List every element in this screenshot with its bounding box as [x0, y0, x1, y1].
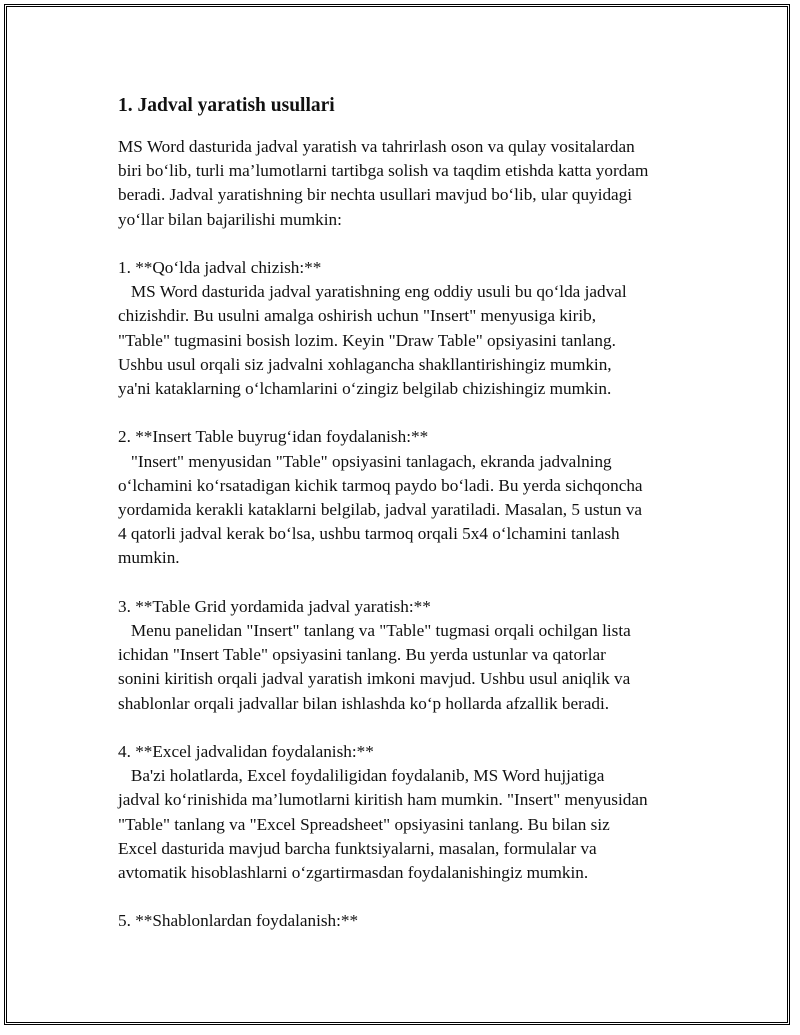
text-line: "Table" tugmasini bosish lozim. Keyin "Draw Table" opsiyasini tanlang. — [118, 330, 616, 350]
text-line: Menu panelidan "Insert" tanlang va "Table" tugmasi orqali ochilgan lista — [118, 621, 631, 641]
paragraph-gap — [118, 571, 698, 595]
method-title: 5. **Shablonlardan foydalanish:** — [118, 911, 359, 931]
text-line: 4 qatorli jadval kerak bo‘lsa, ushbu tarmoq orqali 5x4 o‘lchamini tanlash — [118, 524, 620, 544]
method-title: 4. **Excel jadvalidan foydalanish:** — [118, 742, 374, 762]
text-line: Excel dasturida mavjud barcha funktsiyalarni, masalan, formulalar va — [118, 838, 597, 858]
paragraph-gap — [118, 716, 698, 740]
text-line: Ba'zi holatlarda, Excel foydaliligidan foydalanib, MS Word hujjatiga — [118, 766, 605, 786]
document-body — [118, 92, 698, 934]
method-item-4 — [118, 740, 698, 885]
text-line: beradi. Jadval yaratishning bir nechta usullari mavjud bo‘lib, ular quyidagi — [118, 185, 633, 205]
method-title: 3. **Table Grid yordamida jadval yaratish:** — [118, 596, 431, 616]
paragraph-gap — [118, 232, 698, 256]
text-line: biri bo‘lib, turli ma’lumotlarni tartibga solish va taqdim etishda katta yordam — [118, 161, 649, 181]
method-item-3 — [118, 595, 698, 716]
text-line: "Insert" menyusidan "Table" opsiyasini tanlagach, ekranda jadvalning — [118, 451, 612, 471]
text-line: o‘lchamini ko‘rsatadigan kichik tarmoq paydo bo‘ladi. Bu yerda sichqoncha — [118, 475, 643, 495]
text-line: MS Word dasturida jadval yaratish va tahrirlash oson va qulay vositalardan — [118, 137, 635, 156]
method-title: 1. **Qo‘lda jadval chizish:** — [118, 258, 322, 277]
text-line: "Table" tanlang va "Excel Spreadsheet" opsiyasini tanlang. Bu bilan siz — [118, 814, 610, 834]
text-line: chizishdir. Bu usulni amalga oshirish uchun "Insert" menyusiga kirib, — [118, 306, 597, 326]
paragraph-gap — [118, 401, 698, 425]
intro-paragraph — [118, 135, 698, 232]
section-heading: 1. Jadval yaratish usullari — [118, 95, 335, 116]
text-line: yordamida kerakli kataklarni belgilab, jadval yaratiladi. Masalan, 5 ustun va — [118, 500, 643, 520]
method-item-1 — [118, 256, 698, 401]
text-line: yo‘llar bilan bajarilishi mumkin: — [118, 209, 342, 229]
method-item-2 — [118, 425, 698, 570]
text-line: ya'ni kataklarning o‘lchamlarini o‘zingiz belgilab chizishingiz mumkin. — [118, 379, 612, 399]
text-line: sonini kiritish orqali jadval yaratish imkoni mavjud. Ushbu usul aniqlik va — [118, 669, 631, 689]
text-line: mumkin. — [118, 548, 180, 568]
text-line: avtomatik hisoblashlarni o‘zgartirmasdan foydalanishingiz mumkin. — [118, 863, 589, 883]
text-line: shablonlar orqali jadvallar bilan ishlashda ko‘p hollarda afzallik beradi. — [118, 693, 610, 713]
text-line: MS Word dasturida jadval yaratishning eng oddiy usuli bu qo‘lda jadval — [118, 282, 627, 302]
text-line: ichidan "Insert Table" opsiyasini tanlang. Bu yerda ustunlar va qatorlar — [118, 645, 606, 665]
paragraph-gap — [118, 885, 698, 909]
text-line: jadval ko‘rinishida ma’lumotlarni kiritish ham mumkin. "Insert" menyusidan — [118, 790, 648, 810]
method-title: 2. **Insert Table buyrug‘idan foydalanish:** — [118, 427, 429, 447]
text-line: Ushbu usul orqali siz jadvalni xohlagancha shakllantirishingiz mumkin, — [118, 354, 612, 374]
method-item-5 — [118, 909, 698, 933]
